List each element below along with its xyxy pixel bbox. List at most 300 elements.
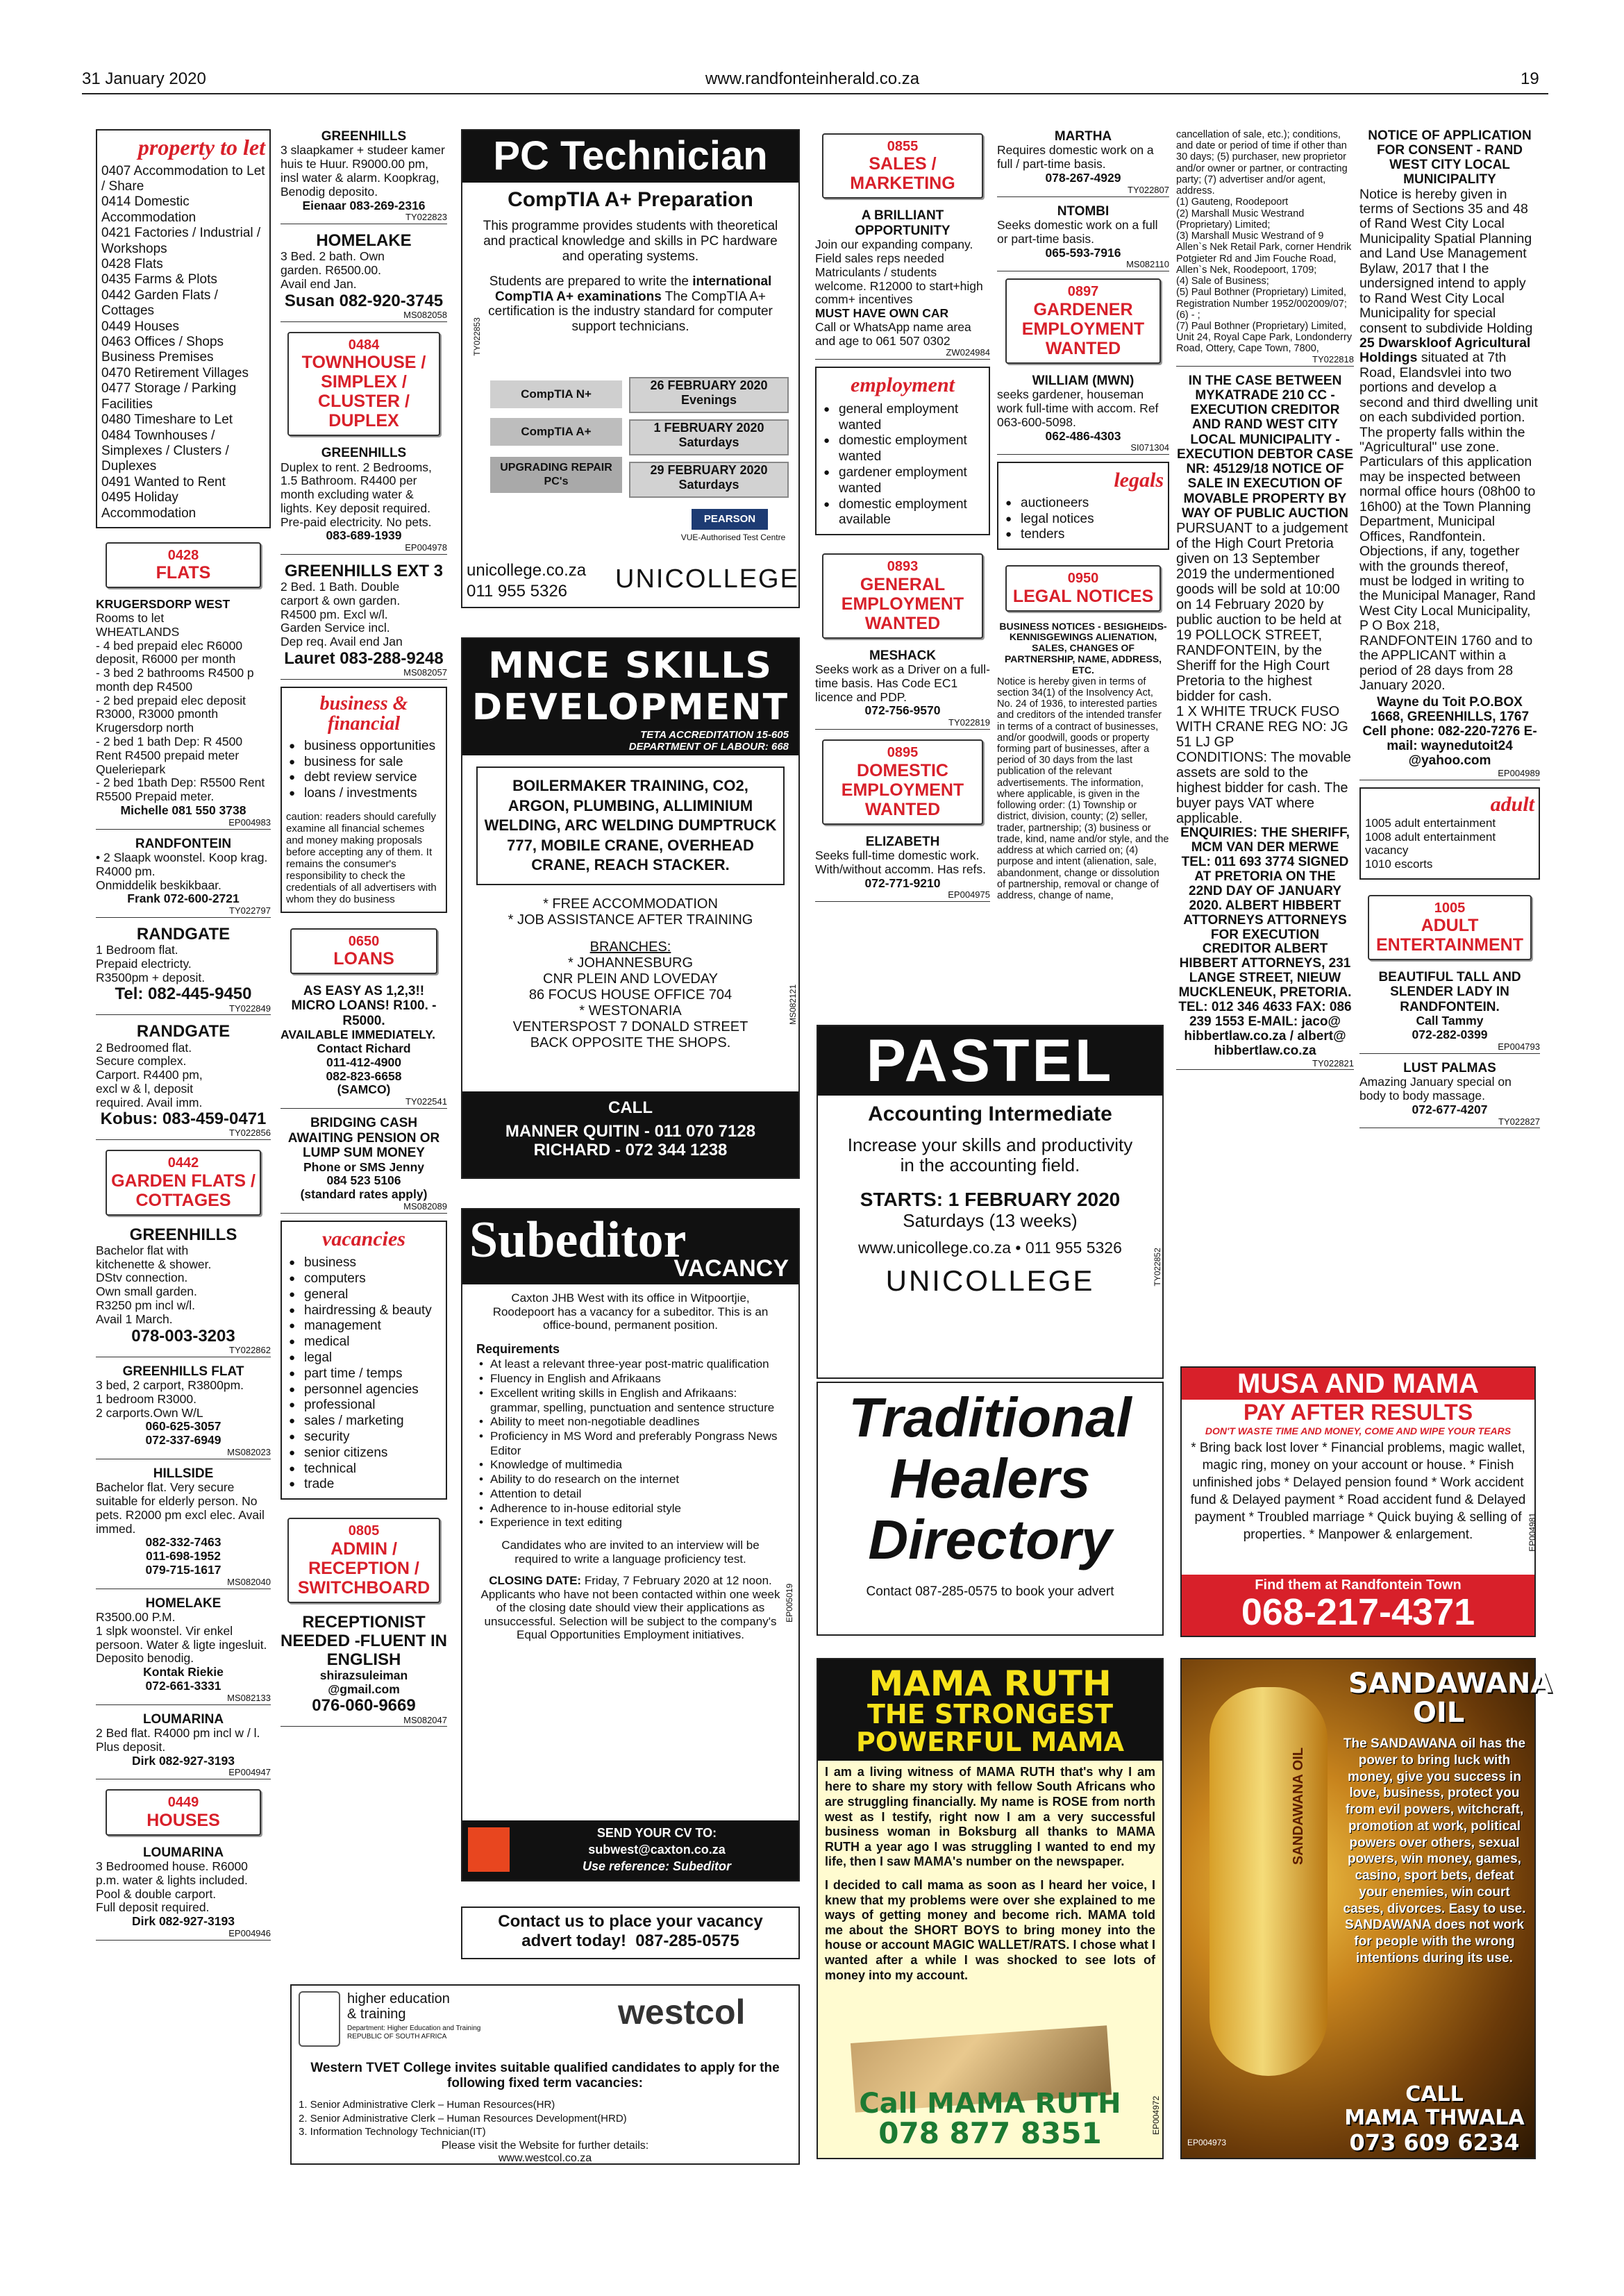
listing: BRIDGING CASH AWAITING PENSION OR LUMP SUM MONEY Phone or SMS Jenny 084 523 5106 (standard rates apply) MS082089: [281, 1116, 447, 1214]
notice-list-item: (7) Paul Bothner (Proprietary) Limited, Unit 24, Royal Cape Park, Londonderry Road, Ottery, Cape Town, 7800,: [1176, 320, 1353, 355]
listing-line: excl w & l, deposit: [96, 1081, 194, 1096]
listing-line: Bachelor flat. Very secure suitable for elderly person. No pets. R2000 pm excl elec. Avail immed.: [96, 1480, 265, 1536]
listing-line: Call or WhatsApp name area and age to 061 507 0302: [815, 319, 971, 348]
subeditor-requirement: • Experience in text editing: [479, 1516, 622, 1530]
property-index-item: 0435 Farms & Plots: [101, 272, 217, 287]
listing-line: - 4 bed prepaid elec R6000 deposit, R6000 per month: [96, 638, 243, 667]
vacancies-index-item: ● management: [286, 1318, 442, 1334]
business-index-item: ● business for sale: [286, 755, 442, 771]
subeditor-requirement: • Attention to detail: [479, 1486, 582, 1500]
vacancies-index-box: [281, 1221, 447, 1500]
vue-label: VUE-Authorised Test Centre: [680, 533, 786, 542]
property-index-item: 0480 Timeshare to Let: [101, 412, 233, 428]
listing-line: R3250 pm incl w/l.: [96, 1298, 195, 1312]
notice-list-item: (2) Marshall Music Westrand (Proprietary) Limited;: [1176, 208, 1305, 231]
mnce-call-bar: [462, 1091, 798, 1178]
notice-list: [1176, 196, 1354, 354]
pastel-ad: [817, 1025, 1164, 1379]
healers-directory-ad: [817, 1382, 1164, 1636]
mama-ruth-title: MAMA RUTH: [869, 1664, 1112, 1704]
business-index-item: ● loans / investments: [286, 786, 442, 802]
subeditor-requirement: • Adherence to in-house editorial style: [479, 1501, 681, 1515]
mama-ruth-phone[interactable]: 078 877 8351: [878, 2116, 1102, 2150]
bottle-label: SANDAWANA OIL: [1291, 1747, 1307, 1866]
listing: RECEPTIONIST NEEDED -FLUENT IN ENGLISH shirazsuleiman @gmail.com 076-060-9669 MS082047: [281, 1613, 447, 1727]
employment-index-list: [821, 402, 985, 528]
dept-name: higher education: [347, 1991, 450, 2006]
listing: GREENHILLS Duplex to rent. 2 Bedrooms, 1.5 Bathroom. R4400 per month excluding water & lights. Key deposit required. Pre-paid electricity. No pets. 083-689-1939 EP004978: [281, 446, 447, 555]
header-rule: [82, 93, 1548, 94]
healers-line-2: Healers: [889, 1448, 1091, 1509]
category-houses: 0449 HOUSES: [106, 1789, 261, 1835]
case-goods: 1 X WHITE TRUCK FUSO WITH CRANE REG NO: JG 51 LJ GP: [1176, 704, 1348, 751]
listing: RANDFONTEIN • 2 Slaapk woonstel. Koop krag. R4000 pm. Onmiddelik beskikbaar. Frank 072-600-2721 TY022797: [96, 837, 271, 918]
listing-line: - 2 bed 1bath Dep: R5500 Rent R5500 Prepaid meter.: [96, 776, 265, 804]
property-index-item: 0442 Garden Flats / Cottages: [101, 287, 218, 319]
category-loans: 0650 LOANS: [290, 928, 437, 974]
business-index-box: [281, 687, 447, 912]
category-garden-flats: 0442 GARDEN FLATS / COTTAGES: [106, 1150, 261, 1215]
listing-line: required. Avail imm.: [96, 1095, 203, 1109]
westcol-vacancy-list: [299, 2098, 792, 2139]
legals-index-item: ● auctioneers: [1003, 496, 1164, 512]
pc-body2: Students are prepared to write the international CompTIA A+ examinations The CompTIA A+ certification is the industry standard for computer support technicians.: [488, 274, 773, 335]
westcol-vacancy-item: 1. Senior Administrative Clerk – Human Resources(HR): [299, 2099, 555, 2111]
listing: HOMELAKE 3 Bed. 2 bath. Own garden. R6500.00. Avail end Jan. Susan 082-920-3745 MS082058: [281, 231, 447, 321]
sandawana-call: CALL: [1405, 2082, 1464, 2106]
ad-ref: EP004989: [1359, 769, 1540, 780]
pc-title: PC Technician: [462, 131, 798, 183]
listing-line: Onmiddelik beskikbaar.: [96, 878, 221, 892]
listing: GREENHILLS 3 slaapkamer + studeer kamer huis te Huur. R9000.00 pm, insl water & alarm. Koopkrag, Benodig deposito. Eienaar 083-269-2316 TY022823: [281, 129, 447, 224]
ad-ref: TY022853: [471, 317, 482, 356]
adult-index-item: 1008 adult entertainment vacancy: [1365, 830, 1496, 857]
listing: MESHACK Seeks work as a Driver on a full-time basis. Has Code EC1 licence and PDP. 072-756-9570 TY022819: [815, 648, 990, 730]
listing: GREENHILLS Bachelor flat with kitchenette & shower. DStv connection. Own small garden. R3250 pm incl w/l. Avail 1 March. 078-003-3203 TY022862: [96, 1225, 271, 1357]
listing: ELIZABETH Seeks full-time domestic work. With/without accomm. Has refs. 072-771-9210 EP004975: [815, 835, 990, 903]
case-heading: IN THE CASE BETWEEN MYKATRADE 210 CC - EXECUTION CREDITOR AND RAND WEST CITY LOCAL MUNICIPALITY - EXECUTION DEBTOR CASE NR: 45129/18 NOTICE OF SALE IN EXECUTION OF MOVABLE PROPERTY BY WAY OF PUBLIC AUCTION: [1176, 373, 1354, 521]
subeditor-ad: [461, 1208, 800, 1882]
property-index-box: [96, 129, 271, 528]
musa-phone[interactable]: 068-217-4371: [1241, 1591, 1475, 1633]
musa-title: MUSA AND MAMA: [1182, 1368, 1534, 1400]
mama-ruth-title-2: THE STRONGEST: [867, 1699, 1113, 1729]
listing-line: - 3 bed 2 bathrooms R4500 p month dep R4500: [96, 666, 254, 694]
pc-tier-3: UPGRADING REPAIR PC's: [490, 457, 622, 493]
listing: A BRILLIANT OPPORTUNITY Join our expanding company. Field sales reps needed Matriculants / students welcome. R12000 to start+high comm+ incentives MUST HAVE OWN CAR Call or WhatsApp name area and age to 061 507 0302 ZW024984: [815, 208, 990, 360]
mnce-branch-line: BACK OPPOSITE THE SHOPS.: [530, 1035, 731, 1051]
listing-line: DStv connection.: [96, 1271, 188, 1285]
coat-of-arms-icon: [299, 1991, 340, 2047]
category-general-employment: 0893 GENERAL EMPLOYMENT WANTED: [822, 553, 983, 638]
listing-line: R4500 pm. Excl w/l.: [281, 607, 388, 621]
property-index-list: [101, 164, 265, 521]
listing: LUST PALMAS Amazing January special on body to body massage. 072-677-4207 TY022827: [1359, 1061, 1540, 1129]
listing-line: - 2 bed prepaid elec deposit R3000, R3000 pmonth: [96, 693, 246, 721]
westcol-logo: westcol: [618, 1993, 746, 2031]
listing-line: 1 Bedroom flat.: [96, 943, 178, 957]
listing-line: 2 Bedroomed flat.: [96, 1040, 192, 1055]
listing: KRUGERSDORP WEST Rooms to let WHEATLANDS - 4 bed prepaid elec R6000 deposit, R6000 per month - 3 bed 2 bathrooms R4500 p month dep R4500 - 2 bed prepaid elec deposit R3000, R3000 pmonth Krugersdorp north - 2 bed 1 bath Dep: R 4500 Rent R4500 prepaid meter Queleriepark - 2 bed 1bath Dep: R5500 Rent R5500 Prepaid meter. Michelle 081 550 3738 EP004983: [96, 598, 271, 829]
pastel-schedule: Saturdays (13 weeks): [903, 1210, 1078, 1232]
vacancies-index-item: ● legal: [286, 1350, 442, 1366]
subeditor-title: Subeditor: [469, 1212, 687, 1268]
legals-index-item: ● legal notices: [1003, 512, 1164, 528]
sandawana-oil-ad: [1180, 1658, 1552, 2159]
mama-ruth-ad: [817, 1658, 1164, 2159]
business-index-list: [286, 739, 442, 802]
dept-detail: Department: Higher Education and Training REPUBLIC OF SOUTH AFRICA: [347, 2025, 481, 2041]
employment-title: employment: [851, 374, 955, 397]
listing-line: Amazing January special on body to body massage.: [1359, 1075, 1512, 1103]
listing-line: Bachelor flat with: [96, 1243, 189, 1257]
listing-line: Full deposit required.: [96, 1900, 210, 1915]
pastel-line-1: Increase your skills and productivity: [847, 1134, 1133, 1155]
listing-line: 084 523 5106: [326, 1173, 401, 1188]
vacancies-index-item: ● hairdressing & beauty: [286, 1303, 442, 1319]
pc-body: This programme provides students with theoretical and practical knowledge and skills in PC hardware and operating systems.: [483, 219, 778, 264]
unicollege-logo: UNICOLLEGE: [615, 564, 799, 594]
vacancies-index-item: ● part time / temps: [286, 1366, 442, 1382]
westcol-visit: Please visit the Website for further details:: [441, 2140, 649, 2152]
legals-index-box: [997, 462, 1169, 550]
subeditor-send-label: SEND YOUR CV TO:: [596, 1826, 717, 1840]
ad-ref: TY022818: [1176, 355, 1354, 367]
case-body: PURSUANT to a judgement of the High Court Pretoria given on 13 September 2019 the undermentioned goods will be sold at 10:00 on 14 February 2020 by public auction to be held at 19 POLLOCK STREET, RANDFONTEIN, by the Sheriff for the High Court Pretoria to the highest bidder for cash.: [1176, 521, 1348, 705]
legals-index-list: [1003, 496, 1164, 543]
adult-index-item: 1010 escorts: [1365, 857, 1433, 871]
column-1: [96, 129, 271, 2184]
pastel-subtitle: Accounting Intermediate: [868, 1103, 1112, 1125]
contact-vacancy-box: [461, 1907, 800, 1959]
mnce-branch-line: 86 FOCUS HOUSE OFFICE 704: [528, 987, 733, 1003]
subeditor-email[interactable]: subwest@caxton.co.za: [588, 1843, 726, 1857]
listing-line: Duplex to rent. 2 Bedrooms, 1.5 Bathroom. R4400 per month excluding water & lights. Key deposit required. Pre-paid electricity. No pets.: [281, 460, 432, 529]
listing-line: Seeks work as a Driver on a full-time basis. Has Code EC1 licence and PDP.: [815, 662, 990, 704]
subeditor-vacancy: VACANCY: [673, 1255, 789, 1282]
consent-notice-heading: NOTICE OF APPLICATION FOR CONSENT - RAND WEST CITY LOCAL MUNICIPALITY: [1368, 129, 1532, 187]
subeditor-requirement: • Ability to do research on the internet: [479, 1473, 680, 1486]
listing-line: 2 Bed. 1 Bath. Double: [281, 580, 400, 594]
listing-line: Join our expanding company. Field sales reps needed Matriculants / students welcome. R12000 to start+high comm+ incentives: [815, 237, 983, 307]
listing-line: R3500.00 P.M.: [96, 1610, 176, 1625]
consent-notice-body: Notice is hereby given in terms of Sections 35 and 48 of Rand West City Local Municipality Spatial Planning and Land Use Management Bylaw, 2017 that I the undersigned intend to apply to Rand West City Local Municipality for special consent to subdivide Holding 25 Dwarskloof Agricultural Holdings situated at 7th Road, Elandsvlei into two portions and develop a second and third dwelling unit on each subdivided portion. The property falls within the "Agricultural" use zone. Particulars of this application may be inspected between normal office hours (08h00 to 16h00) at the Town Planning Department, Municipal Offices, Randfontein. Objections, if any, together with the grounds thereof, must be lodged in writing to the Municipal Manager, Rand West City Local Municipality, P O Box 218, RANDFONTEIN 1760 and to the APPLICANT within a period of 28 days from 28 January 2020.: [1359, 186, 1538, 693]
business-notices-title: BUSINESS NOTICES - BESIGHEIDS-KENNISGEWINGS ALIENATION, SALES, CHANGES OF PARTNERSHIP, NAME, ADDRESS, ETC.: [999, 620, 1167, 676]
property-index-item: 0414 Domestic Accommodation: [101, 194, 196, 225]
musa-location: Find them at Randfontein Town: [1255, 1577, 1462, 1593]
category-sales-marketing: 0855 SALES / MARKETING: [822, 133, 983, 199]
property-index-item: 0428 Flats: [101, 257, 163, 272]
dept-name-2: & training: [347, 2006, 406, 2022]
business-notices-body: Notice is hereby given in terms of section 34(1) of the Insolvency Act, No. 24 of 1936, to interested parties and creditors of the intended transfer in terms of a contract of businesses, and/or goodwill, goods or property forming part of businesses, after a period of 30 days from the last publication of the relevant advertisements. The information, where applicable, is given in the following order: (1) Township or district, division, county; (2) seller, trader, partnership; (3) business or trade, kind, name and/or style, and the address at which carried on; (4) purpose and intent (alienation, sale, abandonment, change or dissolution of partnership, removal or change of address, change of name,: [997, 676, 1169, 902]
employment-index-item: ● gardener employment wanted: [821, 465, 985, 497]
healers-line-1: Traditional: [848, 1386, 1132, 1448]
listing-line: Avail 1 March.: [96, 1312, 173, 1326]
westcol-website[interactable]: www.westcol.co.za: [498, 2152, 592, 2164]
pastel-web[interactable]: www.unicollege.co.za • 011 955 5326: [858, 1239, 1122, 1257]
category-domestic-employment: 0895 DOMESTIC EMPLOYMENT WANTED: [822, 739, 983, 824]
vacancies-index-item: ● trade: [286, 1477, 442, 1493]
listing-line: - 2 bed 1 bath Dep: R 4500 Rent R4500 prepaid meter: [96, 734, 243, 762]
column-4: [815, 129, 990, 1011]
mnce-teta: TETA ACCREDITATION 15-605: [640, 728, 789, 741]
listing-line: Seeks full-time domestic work. With/without accomm. Has refs.: [815, 848, 987, 876]
subeditor-requirement: • Proficiency in MS Word and preferably Pongrass News Editor: [479, 1430, 778, 1457]
mnce-branch-line: * JOHANNESBURG: [567, 955, 694, 971]
pc-technician-ad: [461, 129, 800, 608]
listing-line: Krugersdorp north: [96, 721, 194, 735]
mnce-contact-2[interactable]: RICHARD - 072 344 1238: [533, 1141, 728, 1160]
column-2: [281, 129, 447, 2184]
property-index-item: 0470 Retirement Villages: [101, 365, 249, 380]
subeditor-requirements-list: [462, 1357, 798, 1530]
subeditor-closing: CLOSING DATE: Friday, 7 February 2020 at 12 noon. Applicants who have not been contacted within one week of the closing date should view their applications as unsuccessful. Selection will be subject to the company's Equal Opportunities Employment initiatives.: [480, 1574, 780, 1642]
category-townhouse: 0484 TOWNHOUSE / SIMPLEX / CLUSTER / DUPLEX: [287, 332, 440, 436]
adult-index-box: [1359, 787, 1540, 880]
issue-date: 31 January 2020: [82, 69, 206, 88]
page-number: 19: [1521, 69, 1539, 88]
mnce-skills-ad: [461, 637, 800, 1179]
mnce-title-2: DEVELOPMENT: [471, 686, 789, 728]
pc-web[interactable]: unicollege.co.za: [467, 561, 587, 580]
subeditor-candidates: Candidates who are invited to an interview will be required to write a language proficiency test.: [501, 1539, 760, 1566]
vacancies-index-item: ● general: [286, 1287, 442, 1303]
contact-line-2: advert today! 087-285-0575: [521, 1931, 739, 1950]
ad-ref: EP005019: [785, 1583, 795, 1623]
subeditor-requirement: • Excellent writing skills in English and Afrikaans: grammar, spelling, punctuation and sentence structure: [479, 1386, 775, 1414]
listing: AS EASY AS 1,2,3!! MICRO LOANS! R100. - R5000. AVAILABLE IMMEDIATELY. Contact Richard 011-412-4900 082-823-6658 (SAMCO) TY022541: [281, 984, 447, 1109]
listing-line: Avail end Jan.: [281, 276, 357, 291]
listing-line: Phone or SMS Jenny: [303, 1159, 425, 1174]
caxton-logo: [468, 1827, 510, 1872]
listing-line: Garden Service incl.: [281, 621, 390, 635]
listing: WILLIAM (MWN) seeks gardener, houseman work full-time with accom. Ref 063-600-5098. 062-486-4303 SI071304: [997, 374, 1169, 455]
pastel-title: PASTEL: [818, 1026, 1162, 1096]
category-gardener: 0897 GARDENER EMPLOYMENT WANTED: [1005, 278, 1161, 363]
property-index-item: 0491 Wanted to Rent: [101, 474, 226, 489]
listing-line: Own small garden.: [96, 1284, 197, 1299]
listing-line: Secure complex.: [96, 1054, 187, 1069]
notice-list-item: (5) Paul Bothner (Proprietary) Limited, Registration Number 1952/002009/07;: [1176, 287, 1347, 310]
listing-line: 1 bedroom R3000.: [96, 1391, 196, 1406]
category-adult-entertainment: 1005 ADULT ENTERTAINMENT: [1368, 895, 1532, 960]
category-flats: 0428 FLATS: [106, 542, 261, 588]
listing: HOMELAKE R3500.00 P.M. 1 slpk woonstel. Vir enkel persoon. Water & ligte ingesluit. Deposito benodig. Kontak Riekie 072-661-3331 MS082133: [96, 1596, 271, 1705]
mama-ruth-story-2: I decided to call mama as soon as I heard her voice, I knew that my problems were over she explained to me ways of getting money and become rich. MAMA told me about the SHORT BOYS to bring money into the house or account MAGIC WALLET/RATS. I chose what I wanted after a while I was shocked to see lots of money into my account.: [825, 1877, 1155, 1982]
subeditor-requirement: • Fluency in English and Afrikaans: [479, 1372, 661, 1386]
listing: HILLSIDE Bachelor flat. Very secure suitable for elderly person. No pets. R2000 pm excl elec. Avail immed. 082-332-7463 011-698-1952 079-715-1617 MS082040: [96, 1466, 271, 1589]
business-title: business & financial: [319, 693, 408, 735]
sandawana-title-2: OIL: [1412, 1697, 1465, 1729]
property-index-item: 0495 Holiday Accommodation: [101, 490, 196, 521]
mnce-dept: DEPARTMENT OF LABOUR: 668: [628, 740, 789, 753]
westcol-vacancy-item: 3. Information Technology Technician(IT): [299, 2126, 486, 2138]
listing-line: garden. R6500.00.: [281, 263, 381, 278]
property-index-item: 0484 Townhouses / Simplexes / Clusters / Duplexes: [101, 428, 229, 474]
mnce-title: MNCE SKILLS: [488, 645, 773, 687]
adult-index-list: [1365, 816, 1534, 871]
listing: NTOMBI Seeks domestic work on a full or part-time basis. 065-593-7916 MS082110: [997, 204, 1169, 272]
healers-contact[interactable]: Contact 087-285-0575 to book your advert: [866, 1584, 1114, 1599]
property-index-item: 0449 Houses: [101, 319, 179, 334]
subeditor-requirement: • Ability to meet non-negotiable deadlines: [479, 1415, 700, 1429]
westcol-intro: Western TVET College invites suitable qualified candidates to apply for the following fixed term vacancies:: [310, 2061, 780, 2090]
listing-line: 2 Bed flat. R4000 pm incl w / l. Plus deposit.: [96, 1726, 260, 1754]
listing-line: Carport. R4400 pm,: [96, 1068, 203, 1082]
musa-services: * Bring back lost lover * Financial problems, magic wallet, magic ring, money on your account or house. * Finish unfinished jobs * Delayed pension found * Work accident fund & Delayed payment * Road accident fund & Delayed payment * Troubled marriage * Quick buying & selling of properties. * Manpower & enlargement.: [1190, 1440, 1526, 1543]
vacancies-index-item: ● personnel agencies: [286, 1382, 442, 1398]
site-url[interactable]: www.randfonteinherald.co.za: [705, 69, 920, 88]
mama-ruth-story-1: I am a living witness of MAMA RUTH that's why I am here to share my story with fellow South Africans who are struggling financially. My name is ROSE from north west as I testify, right now I am a very successful business woman in Boksburg all thanks to MAMA RUTH a year ago I was struggling I wanted to end my life, then I saw MAMA's number on the newspaper.: [825, 1764, 1155, 1869]
mama-ruth-title-3: POWERFUL MAMA: [856, 1726, 1124, 1757]
listing: BEAUTIFUL TALL AND SLENDER LADY IN RANDFONTEIN. Call Tammy 072-282-0399 EP004793: [1359, 970, 1540, 1054]
column-5: [997, 129, 1169, 1011]
adult-index-item: 1005 adult entertainment: [1365, 816, 1496, 830]
ad-ref: TY022821: [1176, 1059, 1354, 1071]
vacancies-index-item: ● technical: [286, 1461, 442, 1477]
listing-line: seeks gardener, houseman work full-time with accom. Ref 063-600-5098.: [997, 387, 1159, 429]
category-admin: 0805 ADMIN / RECEPTION / SWITCHBOARD: [287, 1518, 440, 1602]
listing-line: Pool & double carport.: [96, 1886, 217, 1901]
legals-title: legals: [1114, 469, 1164, 492]
pc-phone[interactable]: 011 955 5326: [467, 582, 568, 601]
employment-index-box: [815, 367, 990, 535]
vacancies-index-item: ● business: [286, 1255, 442, 1271]
listing: RANDGATE 1 Bedroom flat. Prepaid electricty. R3500pm + deposit. Tel: 082-445-9450 TY022849: [96, 925, 271, 1015]
notice-list-item: (1) Gauteng, Roodepoort: [1176, 196, 1289, 208]
listing-line: Queleriepark: [96, 762, 166, 776]
listing-line: carport & own garden.: [281, 593, 401, 607]
business-index-item: ● business opportunities: [286, 739, 442, 755]
mnce-free-accommodation: * FREE ACCOMMODATION: [543, 896, 718, 912]
westcol-vacancy-item: 2. Senior Administrative Clerk – Human Resources Development(HRD): [299, 2112, 627, 2125]
vacancies-index-item: ● security: [286, 1430, 442, 1446]
vacancies-index-list: [286, 1255, 442, 1493]
mnce-contact-1[interactable]: MANNER QUITIN - 011 070 7128: [505, 1121, 756, 1141]
mnce-job-assistance: * JOB ASSISTANCE AFTER TRAINING: [508, 912, 753, 928]
vacancies-index-item: ● sales / marketing: [286, 1414, 442, 1430]
notice-list-item: (6) - ;: [1176, 309, 1200, 321]
listing: GREENHILLS FLAT 3 bed, 2 carport, R3800pm. 1 bedroom R3000. 2 carports.Own W/L 060-625-3057 072-337-6949 MS082023: [96, 1364, 271, 1459]
musa-phone-bar: [1182, 1575, 1534, 1636]
listing-line: Dep req. Avail end Jan: [281, 635, 403, 649]
sandawana-title: SANDAWANA: [1348, 1668, 1552, 1700]
vacancies-index-item: ● computers: [286, 1271, 442, 1287]
pearson-logo: PEARSON: [692, 509, 768, 530]
sandawana-name: MAMA THWALA: [1344, 2106, 1525, 2130]
listing-line: 3 Bed. 2 bath. Own: [281, 249, 385, 264]
mnce-branch-line: CNR PLEIN AND LOVEDAY: [543, 971, 718, 987]
property-index-item: 0421 Factories / Industrial / Workshops: [101, 226, 261, 256]
listing: LOUMARINA 3 Bedroomed house. R6000 p.m. water & lights included. Pool & double carport. Full deposit required. Dirk 082-927-3193 EP004946: [96, 1845, 271, 1941]
category-legal-notices: 0950 LEGAL NOTICES: [1005, 565, 1161, 611]
pc-tier-2: CompTIA A+: [490, 418, 622, 446]
musa-tagline: DON'T WASTE TIME AND MONEY, COME AND WIPE YOUR TEARS: [1205, 1425, 1512, 1436]
subeditor-requirement: • At least a relevant three-year post-matric qualification: [479, 1357, 769, 1371]
ad-ref: EP004981: [1527, 1512, 1538, 1552]
case-conditions: CONDITIONS: The movable assets are sold to the highest bidder for cash. The buyer pays VAT where applicable.: [1176, 750, 1351, 827]
ad-ref: EP004973: [1187, 2138, 1227, 2147]
musa-mama-ad: [1180, 1366, 1536, 1637]
mnce-branches: BRANCHES:: [589, 939, 671, 955]
listing-line: @gmail.com: [328, 1682, 400, 1696]
mnce-branch-line: VENTERSPOST 7 DONALD STREET: [512, 1019, 748, 1035]
business-index-item: ● debt review service: [286, 770, 442, 786]
column-7: [1359, 129, 1540, 1351]
subeditor-intro: Caxton JHB West with its office in Witpoortjie, Roodepoort has a vacancy for a subeditor. This is an office-bound, permanent position.: [492, 1291, 769, 1332]
vacancies-index-item: ● medical: [286, 1334, 442, 1350]
pc-tier-1: CompTIA N+: [490, 380, 622, 408]
notice-list-item: (3) Marshall Music Westrand of 9 Allen`s Nek Retail Park, corner Hendrik Potgieter Rd and Jim Fouche Road, Allen`s Nek, Roodepoort, 1709;: [1176, 231, 1352, 276]
notice-continued: cancellation of sale, etc.); conditions, and date or period of time if other than 30 days; (5) purchaser, new proprietor and/or owner or partner, or contracting party; (7) advertiser and/or agent, address.: [1176, 129, 1348, 197]
listing-line: 3 slaapkamer + studeer kamer huis te Huur. R9000.00 pm, insl water & alarm. Koopkrag, Benodig deposito.: [281, 143, 445, 199]
vacancies-index-item: ● professional: [286, 1398, 442, 1414]
vacancies-title: vacancies: [322, 1227, 405, 1250]
listing-line: Seeks domestic work on a full or part-time basis.: [997, 218, 1158, 246]
mnce-training: BOILERMAKER TRAINING, CO2, ARGON, PLUMBING, ALLIMINIUM WELDING, ARC WELDING DUMPTRUCK 777, MOBILE CRANE, OVERHEAD CRANE, REACH STACKER.: [476, 766, 785, 885]
listing-line: AVAILABLE IMMEDIATELY.: [281, 1028, 435, 1042]
ad-ref: MS082121: [788, 984, 798, 1025]
subeditor-requirements: Requirements: [476, 1341, 560, 1356]
mnce-call-label: CALL: [608, 1098, 653, 1117]
column-6: [1176, 129, 1354, 1351]
legals-index-item: ● tenders: [1003, 527, 1164, 543]
employment-index-item: ● general employment wanted: [821, 402, 985, 434]
unicollege-logo: UNICOLLEGE: [885, 1264, 1095, 1297]
listing: MARTHA Requires domestic work on a full / part-time basis. 078-267-4929 TY022807: [997, 129, 1169, 197]
musa-subtitle: PAY AFTER RESULTS: [1243, 1400, 1473, 1425]
listing-line: shirazsuleiman: [319, 1668, 408, 1682]
contact-phone[interactable]: 087-285-0575: [635, 1931, 739, 1950]
listing-line: 2 carports.Own W/L: [96, 1405, 203, 1420]
westcol-ad: [290, 1984, 800, 2165]
listing-line: (standard rates apply): [300, 1187, 428, 1202]
contact-line-1: Contact us to place your vacancy: [498, 1912, 763, 1931]
listing-line: 3 Bedroomed house. R6000 p.m. water & lights included.: [96, 1859, 248, 1887]
ad-ref: EP004972: [1151, 2095, 1162, 2135]
listing-line: kitchenette & shower.: [96, 1257, 212, 1271]
subeditor-send-bar: [462, 1820, 798, 1880]
sandawana-phone[interactable]: 073 609 6234: [1349, 2129, 1520, 2156]
vacancies-index-item: ● senior citizens: [286, 1446, 442, 1461]
pc-subtitle: CompTIA A+ Preparation: [508, 187, 753, 211]
caution-text: caution: readers should carefully examine all financial schemes and money making proposals before accepting any of them. It remains the consumer's responsibility to check the credentials of all advertisers with whom they do business: [286, 811, 437, 905]
listing-line: Rooms to let: [96, 611, 165, 626]
consent-notice-signature: Wayne du Toit P.O.BOX 1668, GREENHILLS, 1767 Cell phone: 082-220-7276 E-mail: waynedutoit24 @yahoo.com: [1362, 695, 1537, 768]
listing-line: R3500pm + deposit.: [96, 970, 206, 984]
ad-ref: TY022852: [1152, 1248, 1162, 1287]
listing-line: Requires domestic work on a full / part-time basis.: [997, 143, 1154, 171]
listing-line: 1 slpk woonstel. Vir enkel persoon. Water & ligte ingesluit. Deposito benodig.: [96, 1623, 267, 1666]
case-enquiries: ENQUIRIES: THE SHERIFF, MCM VAN DER MERWE TEL: 011 693 3774 SIGNED AT PRETORIA ON THE 22ND DAY OF JANUARY 2020. ALBERT HIBBERT ATTORNEYS ATTORNEYS FOR EXECUTION CREDITOR ALBERT HIBBERT ATTORNEYS, 231 LANGE STREET, NIEUW MUCKLENEUK, PRETORIA. TEL: 012 346 4633 FAX: 086 239 1553 E-MAIL: jaco@ hibbertlaw.co.za / albert@ hibbertlaw.co.za: [1178, 826, 1352, 1058]
mnce-branch-line: * WESTONARIA: [579, 1003, 682, 1019]
mama-ruth-call: Call MAMA RUTH: [859, 2088, 1121, 2120]
healers-line-3: Directory: [868, 1509, 1112, 1570]
sandawana-benefits: The SANDAWANA oil has the power to bring luck with money, give you success in love, business, protect you from evil powers, witchcraft, promotion at work, political powers over others, sexual powers, win money, games, casino, sport bets, defeat your enemies, win court cases, divorces. Easy to use. SANDAWANA does not work for people with the wrong intentions during its use.: [1343, 1736, 1526, 1966]
listing-line: • 2 Slaapk woonstel. Koop krag. R4000 pm.: [96, 850, 268, 878]
listing-line: 3 bed, 2 carport, R3800pm.: [96, 1378, 244, 1393]
listing-line: WHEATLANDS: [96, 624, 180, 639]
pc-date-1: 26 FEBRUARY 2020 Evenings: [629, 377, 789, 413]
pastel-line-2: in the accounting field.: [900, 1155, 1080, 1176]
pastel-start-date: STARTS: 1 FEBRUARY 2020: [860, 1189, 1121, 1211]
listing-line: Prepaid electricty.: [96, 956, 192, 971]
property-index-item: 0463 Offices / Shops Business Premises: [101, 335, 224, 365]
employment-index-item: ● domestic employment wanted: [821, 433, 985, 465]
property-index-item: 0477 Storage / Parking Facilities: [101, 381, 237, 412]
property-title: property to let: [137, 135, 265, 160]
listing: RANDGATE 2 Bedroomed flat. Secure complex. Carport. R4400 pm, excl w & l, deposit required. Avail imm. Kobus: 083-459-0471 TY022856: [96, 1022, 271, 1140]
